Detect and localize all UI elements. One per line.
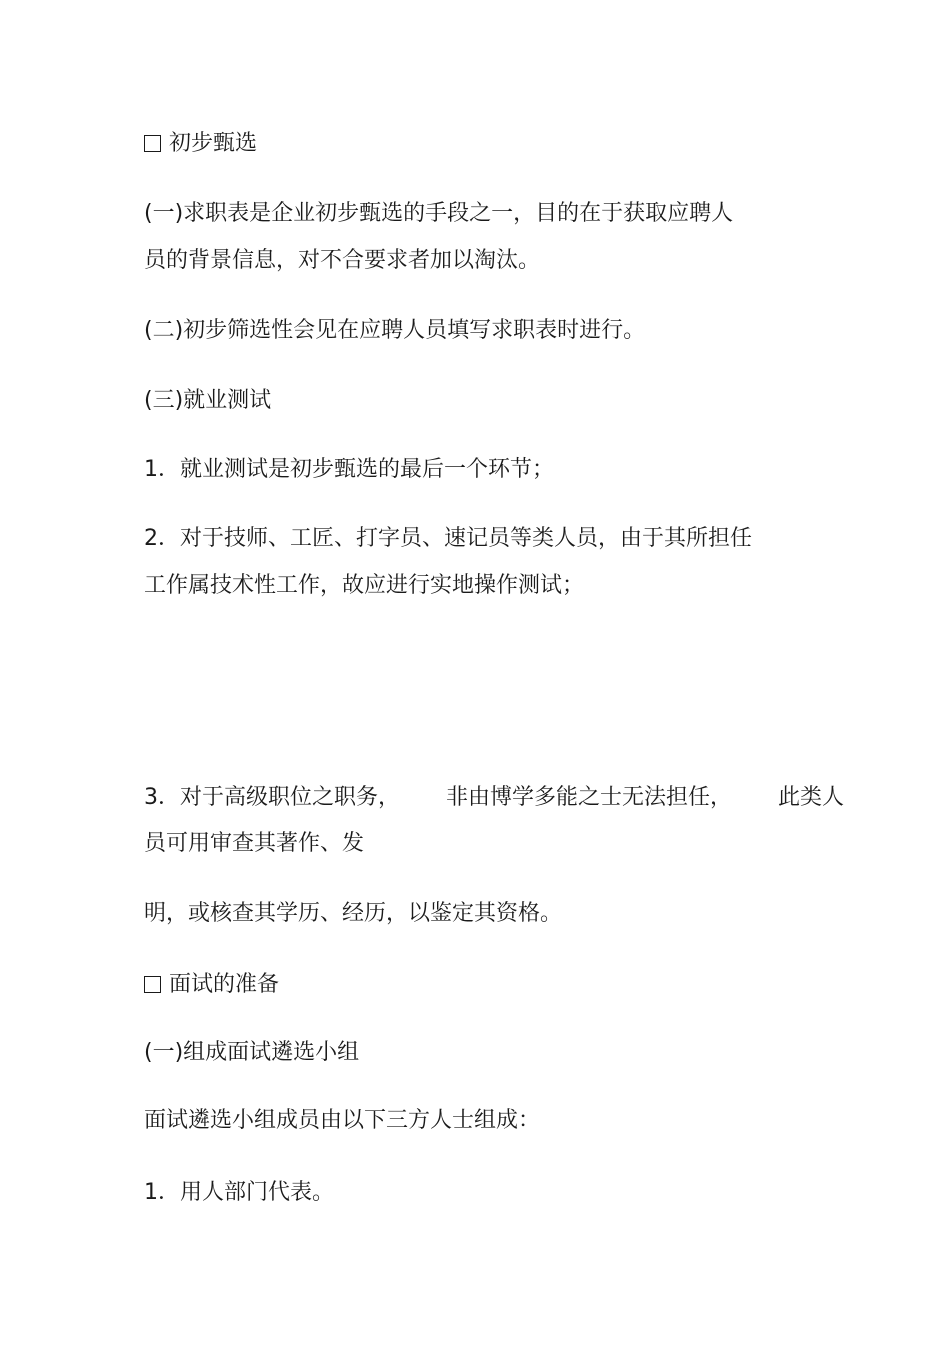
paragraph-employment-test-heading: (三)就业测试 bbox=[144, 388, 272, 413]
list-item-test-point3-line3: 明，或核查其学历、经历，以鉴定其资格。 bbox=[144, 901, 563, 926]
list-item-test-point2-line1: 2．对于技师、工匠、打字员、速记员等类人员，由于其所担任 bbox=[144, 526, 752, 551]
paragraph-panel-members-intro: 面试遴选小组成员由以下三方人士组成： bbox=[144, 1108, 541, 1133]
point3-part1: 3．对于高级职位之职务， bbox=[144, 785, 400, 810]
point3-part3: 此类人 bbox=[778, 785, 845, 810]
list-item-panel-point1: 1．用人部门代表。 bbox=[144, 1180, 334, 1205]
list-item-test-point3-line2: 员可用审查其著作、发 bbox=[144, 831, 365, 856]
paragraph-form-panel-heading: (一)组成面试遴选小组 bbox=[144, 1040, 360, 1065]
section-heading-interview-preparation: 面试的准备 bbox=[144, 970, 279, 1000]
list-item-test-point2-line2: 工作属技术性工作，故应进行实地操作测试； bbox=[144, 573, 585, 598]
paragraph-application-form-line2: 员的背景信息，对不合要求者加以淘汰。 bbox=[144, 248, 541, 273]
paragraph-application-form-line1: (一)求职表是企业初步甄选的手段之一，目的在于获取应聘人 bbox=[144, 201, 734, 226]
checkbox-icon bbox=[144, 976, 161, 993]
section-heading-initial-screening: 初步甄选 bbox=[144, 129, 257, 159]
point3-part2: 非由博学多能之士无法担任， bbox=[446, 785, 733, 810]
paragraph-preliminary-interview: (二)初步筛选性会见在应聘人员填写求职表时进行。 bbox=[144, 318, 646, 343]
list-item-test-point3-line1 bbox=[144, 783, 844, 813]
checkbox-icon bbox=[144, 135, 161, 152]
list-item-test-point1: 1．就业测试是初步甄选的最后一个环节； bbox=[144, 457, 554, 482]
